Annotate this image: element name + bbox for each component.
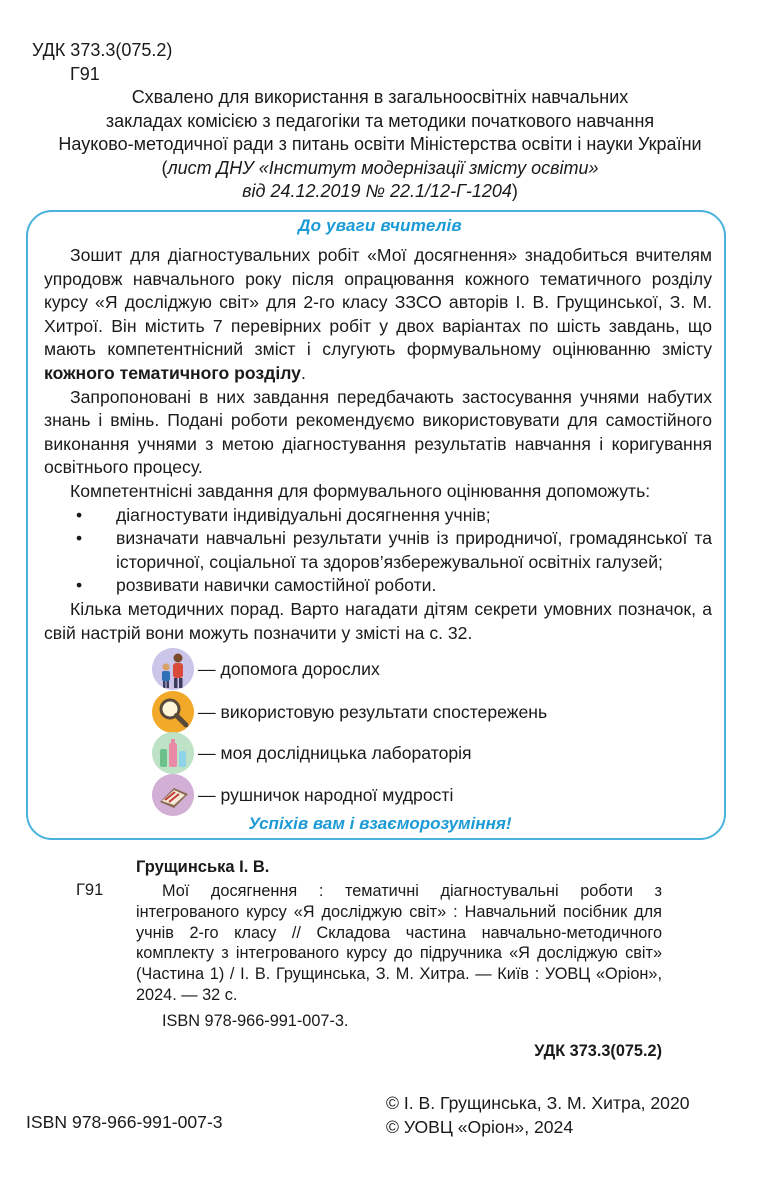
- bullet-icon: •: [76, 504, 83, 525]
- approval-line-2: закладах комісією з педагогіки та методики початкового навчання: [105, 110, 655, 131]
- udk-code: УДК 373.3(075.2): [32, 40, 173, 60]
- approval-line-5: [20, 180, 740, 204]
- approval-line-4: [20, 157, 740, 181]
- legend-item-adults-help: [152, 648, 380, 690]
- approval-letter-date: від 24.12.2019 № 22.1/12-Г-1204: [242, 181, 512, 201]
- approval-close-paren: ): [511, 181, 518, 201]
- bibliography-description: Мої досягнення : тематичні діагностувальні роботи з інтегрованого курсу «Я досліджую світ» : Навчальний посібник для учнів 2-го класу // Складова частина навчально-методичного комплекту з інтегрованого курсу до підручника «Я досліджую світ» (Частина 1) / І. В. Грущинська, З. М. Хитра. — Київ : УОВЦ «Оріон», 2024. — 32 с.: [136, 882, 662, 1004]
- notice-paragraph-4: Кілька методичних порад. Варто нагадати дітям секрети умовних позначок, а свій настрій вони можуть позначити у змісті на с. 32.: [44, 598, 712, 643]
- towel-book-icon: [152, 774, 194, 816]
- legend-text: — рушничок народної мудрості: [198, 784, 454, 805]
- notice-paragraph-3: Компетентнісні завдання для формувального оцінювання допоможуть:: [70, 480, 651, 501]
- legend-text: — моя дослідницька лабораторія: [198, 742, 472, 763]
- notice-body: [44, 244, 712, 645]
- notice-title: До уваги вчителів: [298, 216, 462, 235]
- legend-item-laboratory: [152, 732, 472, 774]
- legend-text: — допомога дорослих: [198, 658, 380, 679]
- list-item-text: визначати навчальні результати учнів із природничої, громадянської та історичної, соціальної та здоров’язбережувальної освітніх галузей;: [116, 528, 712, 572]
- bullet-icon: •: [76, 528, 83, 549]
- legend-text: — використовую результати спостережень: [198, 701, 548, 722]
- paragraph-1-end: .: [300, 362, 306, 383]
- closing-wish: Успіхів вам і взаєморозуміння!: [248, 814, 512, 833]
- list-item: [44, 527, 712, 574]
- udk-header: [32, 38, 172, 86]
- footer-isbn: ISBN 978-966-991-007-3: [26, 1112, 223, 1132]
- list-item-text: розвивати навички самостійної роботи.: [116, 575, 437, 596]
- approval-line-1: Схвалено для використання в загальноосвітніх навчальних: [131, 87, 629, 107]
- list-item: [44, 574, 712, 598]
- lab-flasks-icon: [152, 732, 194, 774]
- paragraph-1-text: Зошит для діагностувальних робіт «Мої досягнення» знадобиться вчителям упродовж навчального року після опрацювання кожного тематичного розділу курсу «Я досліджую світ» для 2-го класу ЗЗСО авторів І. В. Грущинської, З. М. Хитрої. Він містить 7 перевірних робіт у двох варіантах по шість завдань, що мають компетентнісний зміст і слугують формувальному оцінюванню змісту: [44, 245, 712, 360]
- copyright-authors: © І. В. Грущинська, З. М. Хитра, 2020: [386, 1093, 690, 1113]
- legend-item-folk-wisdom: [152, 774, 453, 816]
- notice-paragraph-2: Запропоновані в них завдання передбачають застосування учнями набутих знань і вмінь. Подані роботи рекомендуємо використовувати для самостійного виконання учнями з метою діагностування результатів навчання і коригування освітнього процесу.: [44, 386, 712, 478]
- approval-open-paren: (: [161, 157, 168, 178]
- bibliography-author: Грущинська І. В.: [136, 858, 270, 876]
- legend-item-observations: [152, 691, 547, 733]
- bibliography-code: Г91: [76, 881, 104, 899]
- library-code: Г91: [70, 64, 100, 84]
- approval-statement: [20, 86, 740, 204]
- list-item-text: діагностувати індивідуальні досягнення учнів;: [116, 504, 491, 525]
- adults-help-icon: [152, 648, 194, 690]
- bullet-icon: •: [76, 575, 83, 596]
- goals-list: [44, 504, 712, 598]
- copyright-publisher: © УОВЦ «Оріон», 2024: [386, 1117, 574, 1137]
- bibliography-udk: УДК 373.3(075.2): [534, 1042, 662, 1060]
- magnifier-icon: [152, 691, 194, 733]
- list-item: [44, 504, 712, 528]
- notice-paragraph-1: [44, 244, 712, 386]
- paragraph-1-emphasis: кожного тематичного розділу: [44, 362, 301, 383]
- bibliography-isbn: ISBN 978-966-991-007-3.: [162, 1012, 349, 1030]
- approval-letter-ref: лист ДНУ «Інститут модернізації змісту освіти»: [167, 157, 599, 178]
- approval-line-3: Науково-методичної ради з питань освіти Міністерства освіти і науки України: [58, 134, 702, 154]
- copyright-block: [386, 1091, 690, 1139]
